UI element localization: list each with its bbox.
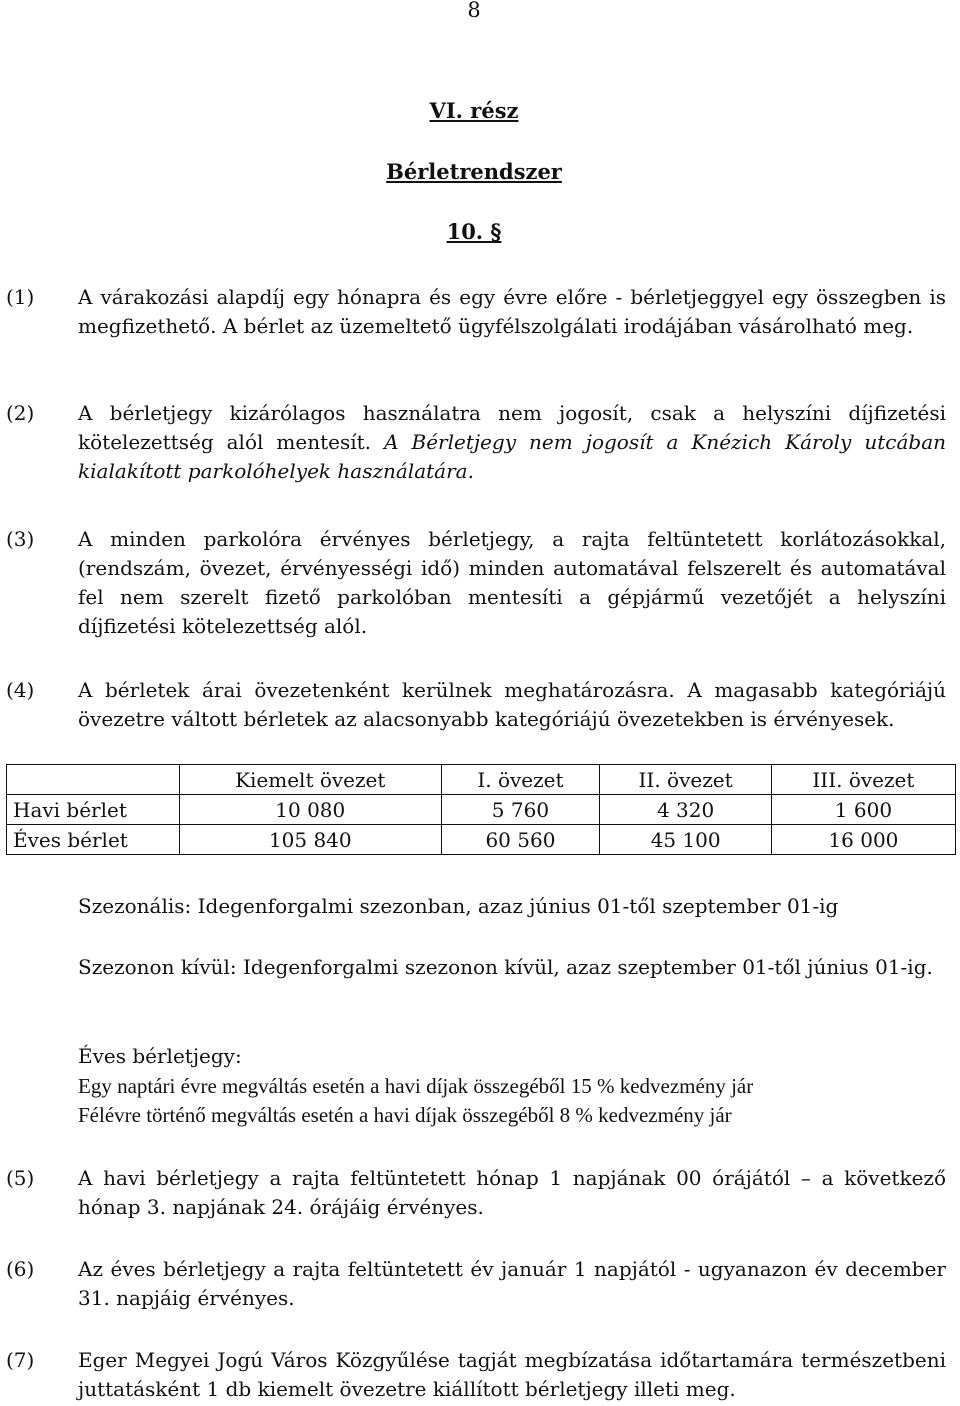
section-heading: 10. § <box>446 219 502 244</box>
paragraph-5 <box>6 1164 946 1222</box>
paragraph-number: (6) <box>6 1257 35 1281</box>
paragraph-6 <box>6 1255 946 1313</box>
seasonal-note: Szezonális: Idegenforgalmi szezonban, azaz június 01-től szeptember 01-ig <box>78 894 839 918</box>
offseason-note: Szezonon kívül: Idegenforgalmi szezonon kívül, azaz szeptember 01-től június 01-ig. <box>78 955 933 979</box>
table-cell: 45 100 <box>600 825 771 855</box>
page-number: 8 <box>467 0 481 22</box>
paragraph-text: A bérletek árai övezetenként kerülnek meghatározásra. A magasabb kategóriájú övezetre váltott bérletek az alacsonyabb kategóriájú övezetekben is érvényesek. <box>78 678 946 731</box>
annual-discount-line-2: Félévre történő megváltás esetén a havi díjak összegéből 8 % kedvezmény jár <box>78 1103 732 1127</box>
paragraph-text: A minden parkolóra érvényes bérletjegy, a rajta feltüntetett korlátozásokkal, (rendszám, övezet, érvényességi idő) minden automatával felszerelt és automatával fel nem szerelt fizető parkolóban mentesíti a gépjármű vezetőjét a helyszíni díjfizetési kötelezettség alól. <box>78 527 946 638</box>
paragraph-text <box>78 399 946 486</box>
table-row-label: Éves bérlet <box>7 825 180 855</box>
paragraph-number: (2) <box>6 401 35 425</box>
annual-ticket-title: Éves bérletjegy: <box>78 1044 242 1068</box>
paragraph-number: (7) <box>6 1348 35 1372</box>
part-heading: VI. rész <box>429 98 519 123</box>
table-cell: 105 840 <box>180 825 442 855</box>
table-cell: 16 000 <box>771 825 955 855</box>
table-cell: 10 080 <box>180 795 442 825</box>
paragraph-text: Eger Megyei Jogú Város Közgyűlése tagját megbízatása időtartamára természetbeni juttatásként 1 db kiemelt övezetre kiállított bérletjegy illeti meg. <box>78 1348 946 1401</box>
paragraph-number: (1) <box>6 285 35 309</box>
paragraph-number: (4) <box>6 678 35 702</box>
table-header-cell: I. övezet <box>441 765 600 795</box>
price-table <box>6 764 956 855</box>
paragraph-2 <box>6 399 946 486</box>
table-header-cell: II. övezet <box>600 765 771 795</box>
paragraph-text: A havi bérletjegy a rajta feltüntetett hónap 1 napjának 00 órájától – a következő hónap 3. napjának 24. órájáig érvényes. <box>78 1166 946 1219</box>
paragraph-4 <box>6 676 946 734</box>
table-cell: 5 760 <box>441 795 600 825</box>
paragraph-text: A várakozási alapdíj egy hónapra és egy évre előre - bérletjeggyel egy összegben is megfizethető. A bérlet az üzemeltető ügyfélszolgálati irodájában vásárolható meg. <box>78 285 946 338</box>
paragraph-3 <box>6 525 946 641</box>
paragraph-italic-text: A Bérletjegy nem jogosít a Knézich Károly utcában kialakított parkolóhelyek használatára. <box>78 430 947 483</box>
table-cell: 1 600 <box>771 795 955 825</box>
table-row <box>7 795 956 825</box>
table-header-cell: Kiemelt övezet <box>180 765 442 795</box>
paragraph-plain-text: A bérletjegy kizárólagos használatra nem jogosít, csak a helyszíni díjfizetési kötelezettség alól mentesít. <box>78 401 946 454</box>
table-corner-cell <box>7 765 180 795</box>
table-row <box>7 825 956 855</box>
table-cell: 4 320 <box>600 795 771 825</box>
table-header-cell: III. övezet <box>771 765 955 795</box>
paragraph-7 <box>6 1346 946 1404</box>
table-cell: 60 560 <box>441 825 600 855</box>
paragraph-number: (5) <box>6 1166 35 1190</box>
paragraph-1 <box>6 283 946 341</box>
annual-discount-line-1: Egy naptári évre megváltás esetén a havi díjak összegéből 15 % kedvezmény jár <box>78 1074 754 1098</box>
paragraph-text: Az éves bérletjegy a rajta feltüntetett év január 1 napjától - ugyanazon év december 31. napjáig érvényes. <box>78 1257 946 1310</box>
title-heading: Bérletrendszer <box>386 159 562 184</box>
table-row-label: Havi bérlet <box>7 795 180 825</box>
table-header-row <box>7 765 956 795</box>
paragraph-number: (3) <box>6 527 35 551</box>
